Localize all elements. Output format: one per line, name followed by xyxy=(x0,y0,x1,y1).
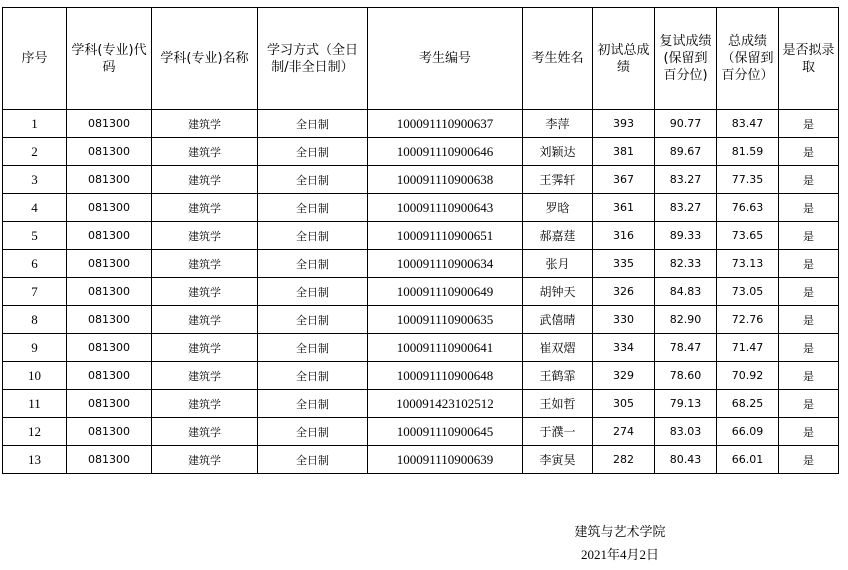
header-subject-code: 学科(专业)代码 xyxy=(67,8,152,110)
cell-retest-score: 79.13 xyxy=(655,390,717,418)
cell-subject-name: 建筑学 xyxy=(152,250,258,278)
cell-study-mode: 全日制 xyxy=(258,138,368,166)
header-admit: 是否拟录取 xyxy=(779,8,839,110)
cell-candidate-name: 李萍 xyxy=(523,110,593,138)
signature-block xyxy=(540,522,700,566)
cell-subject-code: 081300 xyxy=(67,418,152,446)
cell-seq: 2 xyxy=(3,138,67,166)
cell-admit: 是 xyxy=(779,222,839,250)
cell-subject-name: 建筑学 xyxy=(152,306,258,334)
cell-candidate-name: 武僖晴 xyxy=(523,306,593,334)
cell-seq: 1 xyxy=(3,110,67,138)
table-row xyxy=(3,278,839,306)
cell-candidate-name: 刘颖达 xyxy=(523,138,593,166)
cell-seq: 4 xyxy=(3,194,67,222)
admission-table xyxy=(2,7,839,474)
cell-subject-code: 081300 xyxy=(67,362,152,390)
cell-admit: 是 xyxy=(779,334,839,362)
cell-preliminary-score: 274 xyxy=(593,418,655,446)
cell-candidate-name: 郝嘉莛 xyxy=(523,222,593,250)
cell-candidate-name: 于濮一 xyxy=(523,418,593,446)
cell-admit: 是 xyxy=(779,362,839,390)
cell-subject-name: 建筑学 xyxy=(152,362,258,390)
cell-study-mode: 全日制 xyxy=(258,362,368,390)
cell-study-mode: 全日制 xyxy=(258,250,368,278)
cell-candidate-name: 胡钟天 xyxy=(523,278,593,306)
cell-study-mode: 全日制 xyxy=(258,194,368,222)
cell-admit: 是 xyxy=(779,446,839,474)
cell-total-score: 73.05 xyxy=(717,278,779,306)
cell-exam-number: 100091110900648 xyxy=(368,362,523,390)
table-header xyxy=(3,8,839,110)
cell-seq: 9 xyxy=(3,334,67,362)
cell-study-mode: 全日制 xyxy=(258,278,368,306)
table-row xyxy=(3,222,839,250)
cell-total-score: 71.47 xyxy=(717,334,779,362)
cell-candidate-name: 王霁轩 xyxy=(523,166,593,194)
header-study-mode: 学习方式（全日制/非全日制） xyxy=(258,8,368,110)
cell-study-mode: 全日制 xyxy=(258,222,368,250)
cell-seq: 11 xyxy=(3,390,67,418)
cell-subject-code: 081300 xyxy=(67,278,152,306)
cell-seq: 7 xyxy=(3,278,67,306)
cell-subject-code: 081300 xyxy=(67,138,152,166)
cell-total-score: 73.13 xyxy=(717,250,779,278)
cell-subject-code: 081300 xyxy=(67,250,152,278)
cell-preliminary-score: 361 xyxy=(593,194,655,222)
cell-retest-score: 83.27 xyxy=(655,194,717,222)
table-row xyxy=(3,362,839,390)
cell-exam-number: 100091110900638 xyxy=(368,166,523,194)
cell-admit: 是 xyxy=(779,250,839,278)
header-retest-score: 复试成绩(保留到百分位) xyxy=(655,8,717,110)
cell-study-mode: 全日制 xyxy=(258,110,368,138)
table-row xyxy=(3,138,839,166)
cell-subject-code: 081300 xyxy=(67,166,152,194)
cell-subject-name: 建筑学 xyxy=(152,222,258,250)
header-exam-number: 考生编号 xyxy=(368,8,523,110)
cell-subject-name: 建筑学 xyxy=(152,418,258,446)
cell-study-mode: 全日制 xyxy=(258,390,368,418)
cell-retest-score: 90.77 xyxy=(655,110,717,138)
cell-candidate-name: 李寅昊 xyxy=(523,446,593,474)
cell-admit: 是 xyxy=(779,278,839,306)
cell-candidate-name: 罗晗 xyxy=(523,194,593,222)
cell-admit: 是 xyxy=(779,110,839,138)
table-row xyxy=(3,166,839,194)
cell-seq: 8 xyxy=(3,306,67,334)
cell-subject-name: 建筑学 xyxy=(152,166,258,194)
cell-candidate-name: 王鹤霏 xyxy=(523,362,593,390)
cell-preliminary-score: 393 xyxy=(593,110,655,138)
cell-exam-number: 100091110900645 xyxy=(368,418,523,446)
cell-total-score: 70.92 xyxy=(717,362,779,390)
cell-preliminary-score: 335 xyxy=(593,250,655,278)
cell-preliminary-score: 334 xyxy=(593,334,655,362)
cell-exam-number: 100091110900635 xyxy=(368,306,523,334)
cell-exam-number: 100091110900651 xyxy=(368,222,523,250)
cell-total-score: 73.65 xyxy=(717,222,779,250)
cell-subject-code: 081300 xyxy=(67,306,152,334)
cell-subject-name: 建筑学 xyxy=(152,334,258,362)
cell-subject-name: 建筑学 xyxy=(152,390,258,418)
cell-total-score: 68.25 xyxy=(717,390,779,418)
cell-total-score: 77.35 xyxy=(717,166,779,194)
cell-preliminary-score: 381 xyxy=(593,138,655,166)
cell-study-mode: 全日制 xyxy=(258,334,368,362)
table-row xyxy=(3,446,839,474)
table-row xyxy=(3,194,839,222)
cell-exam-number: 100091423102512 xyxy=(368,390,523,418)
cell-total-score: 81.59 xyxy=(717,138,779,166)
cell-subject-name: 建筑学 xyxy=(152,446,258,474)
cell-retest-score: 89.33 xyxy=(655,222,717,250)
cell-exam-number: 100091110900649 xyxy=(368,278,523,306)
cell-study-mode: 全日制 xyxy=(258,306,368,334)
cell-total-score: 66.01 xyxy=(717,446,779,474)
cell-subject-name: 建筑学 xyxy=(152,278,258,306)
cell-candidate-name: 崔双熠 xyxy=(523,334,593,362)
cell-retest-score: 80.43 xyxy=(655,446,717,474)
cell-preliminary-score: 367 xyxy=(593,166,655,194)
header-seq: 序号 xyxy=(3,8,67,110)
cell-total-score: 83.47 xyxy=(717,110,779,138)
cell-exam-number: 100091110900643 xyxy=(368,194,523,222)
cell-candidate-name: 张月 xyxy=(523,250,593,278)
cell-exam-number: 100091110900646 xyxy=(368,138,523,166)
header-preliminary-score: 初试总成绩 xyxy=(593,8,655,110)
cell-seq: 5 xyxy=(3,222,67,250)
institution-name: 建筑与艺术学院 xyxy=(574,525,666,540)
cell-subject-name: 建筑学 xyxy=(152,138,258,166)
header-subject-name: 学科(专业)名称 xyxy=(152,8,258,110)
header-row xyxy=(3,8,839,110)
cell-admit: 是 xyxy=(779,138,839,166)
cell-admit: 是 xyxy=(779,166,839,194)
cell-subject-code: 081300 xyxy=(67,194,152,222)
table-row xyxy=(3,250,839,278)
cell-seq: 3 xyxy=(3,166,67,194)
cell-total-score: 72.76 xyxy=(717,306,779,334)
table-row xyxy=(3,110,839,138)
cell-subject-code: 081300 xyxy=(67,390,152,418)
cell-total-score: 66.09 xyxy=(717,418,779,446)
cell-retest-score: 82.90 xyxy=(655,306,717,334)
cell-subject-name: 建筑学 xyxy=(152,194,258,222)
cell-seq: 10 xyxy=(3,362,67,390)
cell-exam-number: 100091110900639 xyxy=(368,446,523,474)
cell-exam-number: 100091110900637 xyxy=(368,110,523,138)
table-row xyxy=(3,418,839,446)
cell-retest-score: 82.33 xyxy=(655,250,717,278)
cell-preliminary-score: 330 xyxy=(593,306,655,334)
cell-admit: 是 xyxy=(779,306,839,334)
header-candidate-name: 考生姓名 xyxy=(523,8,593,110)
cell-seq: 13 xyxy=(3,446,67,474)
cell-candidate-name: 王如哲 xyxy=(523,390,593,418)
cell-retest-score: 78.60 xyxy=(655,362,717,390)
table-row xyxy=(3,334,839,362)
cell-preliminary-score: 329 xyxy=(593,362,655,390)
cell-admit: 是 xyxy=(779,390,839,418)
cell-subject-code: 081300 xyxy=(67,446,152,474)
cell-subject-code: 081300 xyxy=(67,222,152,250)
table-row xyxy=(3,306,839,334)
cell-retest-score: 83.03 xyxy=(655,418,717,446)
cell-retest-score: 84.83 xyxy=(655,278,717,306)
cell-study-mode: 全日制 xyxy=(258,166,368,194)
cell-seq: 6 xyxy=(3,250,67,278)
table-row xyxy=(3,390,839,418)
cell-study-mode: 全日制 xyxy=(258,418,368,446)
cell-admit: 是 xyxy=(779,194,839,222)
cell-study-mode: 全日制 xyxy=(258,446,368,474)
cell-retest-score: 78.47 xyxy=(655,334,717,362)
cell-retest-score: 83.27 xyxy=(655,166,717,194)
cell-admit: 是 xyxy=(779,418,839,446)
cell-seq: 12 xyxy=(3,418,67,446)
cell-subject-code: 081300 xyxy=(67,110,152,138)
cell-retest-score: 89.67 xyxy=(655,138,717,166)
issue-date: 2021年4月2日 xyxy=(580,547,659,562)
cell-preliminary-score: 305 xyxy=(593,390,655,418)
table-body xyxy=(3,110,839,474)
cell-preliminary-score: 282 xyxy=(593,446,655,474)
cell-exam-number: 100091110900634 xyxy=(368,250,523,278)
cell-exam-number: 100091110900641 xyxy=(368,334,523,362)
header-total-score: 总成绩（保留到百分位） xyxy=(717,8,779,110)
cell-subject-code: 081300 xyxy=(67,334,152,362)
cell-subject-name: 建筑学 xyxy=(152,110,258,138)
cell-preliminary-score: 316 xyxy=(593,222,655,250)
cell-preliminary-score: 326 xyxy=(593,278,655,306)
cell-total-score: 76.63 xyxy=(717,194,779,222)
